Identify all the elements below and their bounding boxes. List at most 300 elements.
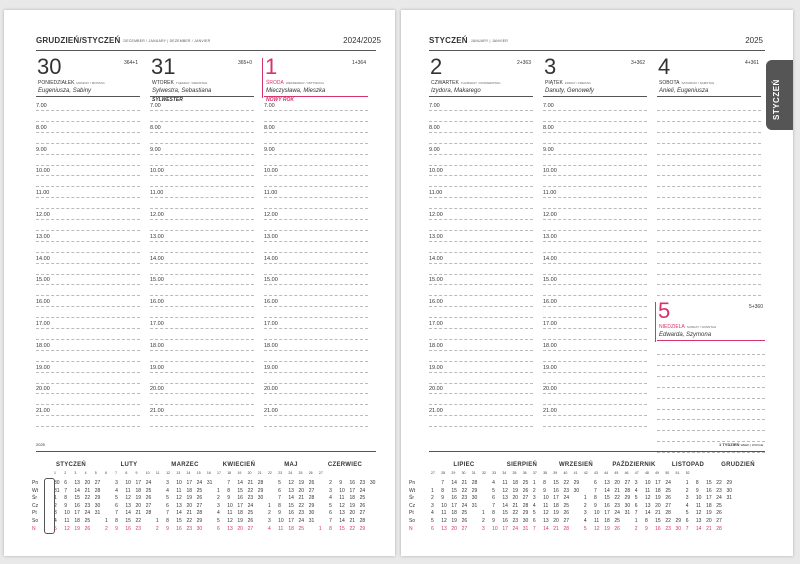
calendar-day[interactable]: 4 (166, 487, 169, 494)
calendar-day[interactable]: 15 (604, 495, 610, 502)
calendar-day[interactable]: 20 (84, 480, 91, 486)
calendar-day[interactable]: 14 (695, 525, 702, 532)
calendar-day[interactable]: 18 (512, 480, 519, 486)
calendar-day[interactable]: 4 (217, 510, 220, 517)
calendar-day[interactable]: 10 (543, 495, 549, 502)
hour-line[interactable] (264, 328, 368, 329)
calendar-day[interactable]: 6 (532, 518, 536, 524)
calendar-day[interactable]: 27 (563, 518, 569, 524)
calendar-day[interactable]: 23 (512, 518, 519, 524)
calendar-day[interactable]: 15 (502, 510, 508, 517)
calendar-day[interactable]: 23 (247, 495, 254, 502)
hour-line[interactable] (264, 241, 368, 242)
calendar-day[interactable]: 6 (685, 518, 689, 524)
calendar-day[interactable]: 11 (644, 487, 651, 494)
calendar-day[interactable]: 18 (655, 487, 661, 494)
hour-line[interactable] (150, 154, 254, 155)
calendar-day[interactable]: 1 (431, 487, 434, 494)
calendar-day[interactable]: 26 (196, 495, 203, 502)
calendar-day[interactable]: 13 (227, 525, 233, 532)
calendar-day[interactable]: 26 (247, 518, 254, 524)
hour-line[interactable] (657, 387, 765, 388)
hour-line[interactable] (264, 415, 368, 416)
calendar-day[interactable]: 12 (339, 502, 345, 509)
hour-line[interactable] (429, 165, 533, 166)
calendar-day[interactable]: 8 (441, 487, 444, 494)
hour-line[interactable] (657, 252, 761, 253)
calendar-day[interactable]: 22 (614, 495, 620, 502)
month-name[interactable]: SIERPIEŃ (506, 462, 538, 468)
calendar-day[interactable]: 10 (278, 518, 284, 524)
calendar-day[interactable]: 29 (359, 525, 366, 532)
calendar-day[interactable]: 26 (359, 502, 366, 509)
calendar-day[interactable]: 15 (176, 518, 182, 524)
calendar-day[interactable]: 18 (451, 510, 457, 517)
hour-line[interactable] (150, 306, 254, 307)
calendar-day[interactable]: 12 (502, 487, 508, 494)
hour-line[interactable] (264, 274, 368, 275)
calendar-day[interactable]: 15 (451, 487, 457, 494)
hour-line[interactable] (429, 241, 533, 242)
calendar-day[interactable]: 3 (583, 510, 587, 517)
calendar-day[interactable]: 11 (227, 510, 233, 517)
calendar-day[interactable]: 27 (247, 525, 254, 532)
calendar-day[interactable]: 23 (665, 525, 671, 532)
hour-line[interactable] (657, 165, 761, 166)
calendar-day[interactable]: 8 (64, 495, 67, 502)
calendar-day[interactable]: 10 (227, 502, 233, 509)
calendar-day[interactable]: 11 (543, 502, 549, 509)
calendar-day[interactable]: 30 (675, 525, 682, 532)
calendar-day[interactable]: 20 (655, 502, 661, 509)
calendar-day[interactable]: 14 (339, 518, 345, 524)
calendar-day[interactable]: 30 (196, 525, 203, 532)
hour-line[interactable] (657, 197, 761, 198)
calendar-day[interactable]: 12 (543, 510, 549, 517)
calendar-day[interactable]: 23 (359, 480, 366, 486)
calendar-day[interactable]: 1 (481, 510, 485, 517)
hour-line[interactable] (429, 186, 533, 187)
calendar-day[interactable]: 24 (196, 480, 203, 486)
hour-line[interactable] (657, 154, 761, 155)
hour-line[interactable] (150, 328, 254, 329)
hour-line[interactable] (264, 230, 368, 231)
calendar-day[interactable]: 19 (186, 495, 192, 502)
hour-line[interactable] (36, 186, 140, 187)
month-name[interactable]: GRUDZIEŃ (721, 462, 755, 468)
hour-line[interactable] (264, 404, 368, 405)
calendar-day[interactable]: 9 (492, 518, 495, 524)
calendar-day[interactable]: 16 (706, 487, 712, 494)
hour-line[interactable] (543, 274, 647, 275)
calendar-day[interactable]: 25 (665, 487, 671, 494)
hour-line[interactable] (543, 154, 647, 155)
hour-line[interactable] (150, 175, 254, 176)
calendar-day[interactable]: 10 (492, 525, 498, 532)
calendar-day[interactable]: 24 (614, 510, 620, 517)
hour-line[interactable] (657, 208, 761, 209)
calendar-day[interactable]: 6 (64, 480, 67, 486)
calendar-day[interactable]: 14 (125, 510, 131, 517)
hour-line[interactable] (657, 230, 761, 231)
hour-line[interactable] (264, 295, 368, 296)
hour-line[interactable] (429, 252, 533, 253)
calendar-day[interactable]: 15 (74, 495, 80, 502)
hour-line[interactable] (264, 372, 368, 373)
hour-line[interactable] (429, 361, 533, 362)
hour-line[interactable] (429, 121, 533, 122)
calendar-day[interactable]: 14 (176, 510, 182, 517)
calendar-day[interactable]: 29 (573, 480, 580, 486)
hour-line[interactable] (150, 197, 254, 198)
calendar-day[interactable]: 11 (339, 495, 345, 502)
calendar-day[interactable]: 8 (543, 480, 546, 486)
hour-line[interactable] (36, 284, 140, 285)
calendar-day[interactable]: 22 (298, 502, 305, 509)
hour-line[interactable] (264, 219, 368, 220)
calendar-day[interactable]: 12 (125, 495, 131, 502)
calendar-day[interactable]: 30 (369, 480, 376, 486)
calendar-day[interactable]: 27 (665, 502, 671, 509)
calendar-day[interactable]: 30 (54, 480, 60, 486)
hour-line[interactable] (543, 295, 647, 296)
calendar-day[interactable]: 22 (349, 525, 355, 532)
hour-line[interactable] (150, 143, 254, 144)
calendar-day[interactable]: 9 (441, 495, 444, 502)
calendar-day[interactable]: 28 (145, 510, 152, 517)
month-tab[interactable]: STYCZEŃ (766, 60, 793, 130)
calendar-day[interactable]: 5 (685, 510, 689, 517)
calendar-day[interactable]: 19 (706, 510, 712, 517)
calendar-day[interactable]: 2 (217, 495, 220, 502)
calendar-day[interactable]: 31 (54, 487, 60, 494)
calendar-day[interactable]: 16 (237, 495, 243, 502)
calendar-day[interactable]: 26 (665, 495, 671, 502)
calendar-day[interactable]: 7 (594, 487, 597, 494)
calendar-day[interactable]: 14 (604, 487, 610, 494)
hour-line[interactable] (36, 404, 140, 405)
hour-line[interactable] (543, 361, 647, 362)
calendar-day[interactable]: 15 (553, 480, 559, 486)
calendar-day[interactable]: 27 (624, 480, 631, 486)
calendar-day[interactable]: 11 (502, 480, 508, 486)
calendar-day[interactable]: 12 (695, 510, 702, 517)
calendar-day[interactable]: 24 (716, 495, 722, 502)
calendar-day[interactable]: 2 (685, 487, 689, 494)
hour-line[interactable] (36, 274, 140, 275)
calendar-day[interactable]: 31 (206, 480, 213, 486)
calendar-day[interactable]: 11 (594, 518, 600, 524)
hour-line[interactable] (36, 241, 140, 242)
calendar-day[interactable]: 16 (553, 487, 559, 494)
hour-line[interactable] (36, 339, 140, 340)
calendar-day[interactable]: 4 (634, 487, 638, 494)
calendar-day[interactable]: 20 (553, 518, 559, 524)
hour-line[interactable] (429, 306, 533, 307)
calendar-day[interactable]: 17 (502, 525, 508, 532)
calendar-day[interactable]: 25 (614, 518, 620, 524)
calendar-day[interactable]: 19 (451, 518, 457, 524)
calendar-day[interactable]: 29 (308, 502, 315, 509)
calendar-day[interactable]: 8 (166, 518, 169, 524)
calendar-day[interactable]: 6 (115, 502, 118, 509)
hour-line[interactable] (657, 263, 761, 264)
calendar-day[interactable]: 19 (553, 510, 559, 517)
calendar-day[interactable]: 4 (115, 487, 118, 494)
hour-line[interactable] (429, 426, 533, 427)
calendar-day[interactable]: 28 (94, 487, 101, 494)
calendar-day[interactable]: 12 (64, 525, 70, 532)
calendar-day[interactable]: 7 (685, 525, 689, 532)
calendar-day[interactable]: 28 (716, 525, 722, 532)
hour-line[interactable] (543, 165, 647, 166)
calendar-day[interactable]: 20 (512, 495, 519, 502)
hour-line[interactable] (150, 350, 254, 351)
calendar-day[interactable]: 19 (655, 495, 661, 502)
calendar-day[interactable]: 31 (308, 518, 315, 524)
hour-line[interactable] (264, 263, 368, 264)
calendar-day[interactable]: 15 (237, 487, 243, 494)
calendar-day[interactable]: 30 (522, 518, 529, 524)
calendar-day[interactable]: 28 (308, 495, 315, 502)
hour-line[interactable] (429, 284, 533, 285)
calendar-day[interactable]: 26 (614, 525, 620, 532)
calendar-day[interactable]: 17 (655, 480, 661, 486)
calendar-day[interactable]: 3 (329, 487, 332, 494)
calendar-day[interactable]: 25 (298, 525, 305, 532)
hour-line[interactable] (429, 110, 533, 111)
calendar-day[interactable]: 15 (125, 518, 131, 524)
calendar-day[interactable]: 3 (634, 480, 638, 486)
calendar-day[interactable]: 2 (54, 502, 57, 509)
calendar-day[interactable]: 31 (624, 510, 631, 517)
calendar-day[interactable]: 8 (115, 518, 118, 524)
calendar-day[interactable]: 13 (695, 518, 702, 524)
calendar-day[interactable]: 5 (634, 495, 638, 502)
calendar-day[interactable]: 9 (644, 525, 648, 532)
hour-line[interactable] (264, 361, 368, 362)
calendar-day[interactable]: 4 (267, 525, 271, 532)
calendar-day[interactable]: 9 (227, 495, 230, 502)
calendar-day[interactable]: 21 (553, 525, 559, 532)
calendar-day[interactable]: 4 (583, 518, 587, 524)
calendar-day[interactable]: 17 (237, 502, 243, 509)
hour-line[interactable] (150, 165, 254, 166)
hour-line[interactable] (543, 175, 647, 176)
calendar-day[interactable]: 16 (451, 495, 457, 502)
calendar-day[interactable]: 14 (451, 480, 457, 486)
calendar-day[interactable]: 27 (359, 510, 366, 517)
calendar-day[interactable]: 8 (329, 525, 332, 532)
hour-line[interactable] (150, 339, 254, 340)
calendar-day[interactable]: 21 (298, 495, 305, 502)
calendar-day[interactable]: 29 (94, 495, 101, 502)
hour-line[interactable] (36, 175, 140, 176)
calendar-day[interactable]: 2 (104, 525, 108, 532)
calendar-day[interactable]: 26 (522, 487, 529, 494)
calendar-day[interactable]: 7 (166, 510, 169, 517)
hour-line[interactable] (264, 175, 368, 176)
calendar-day[interactable]: 30 (94, 502, 101, 509)
calendar-day[interactable]: 3 (54, 510, 57, 517)
calendar-day[interactable]: 21 (614, 487, 620, 494)
hour-line[interactable] (150, 393, 254, 394)
calendar-day[interactable]: 3 (685, 495, 689, 502)
calendar-day[interactable]: 7 (64, 487, 67, 494)
calendar-day[interactable]: 17 (74, 510, 80, 517)
calendar-day[interactable]: 28 (563, 525, 569, 532)
calendar-day[interactable]: 31 (726, 495, 732, 502)
calendar-day[interactable]: 25 (359, 495, 366, 502)
hour-line[interactable] (150, 274, 254, 275)
hour-line[interactable] (36, 110, 140, 111)
calendar-day[interactable]: 22 (247, 487, 254, 494)
calendar-day[interactable]: 10 (644, 480, 651, 486)
calendar-day[interactable]: 21 (349, 518, 355, 524)
hour-line[interactable] (429, 208, 533, 209)
calendar-day[interactable]: 7 (329, 518, 332, 524)
calendar-day[interactable]: 22 (716, 480, 722, 486)
calendar-day[interactable]: 6 (278, 487, 281, 494)
hour-line[interactable] (36, 154, 140, 155)
calendar-day[interactable]: 26 (84, 525, 91, 532)
hour-line[interactable] (543, 328, 647, 329)
hour-line[interactable] (657, 121, 761, 122)
calendar-day[interactable]: 26 (716, 510, 722, 517)
calendar-day[interactable]: 21 (84, 487, 91, 494)
hour-line[interactable] (543, 284, 647, 285)
calendar-day[interactable]: 15 (339, 525, 345, 532)
hour-line[interactable] (36, 197, 140, 198)
calendar-day[interactable]: 5 (217, 518, 220, 524)
hour-line[interactable] (150, 110, 254, 111)
calendar-day[interactable]: 29 (471, 487, 478, 494)
calendar-day[interactable]: 29 (726, 480, 732, 486)
calendar-day[interactable]: 4 (492, 480, 495, 486)
hour-line[interactable] (36, 208, 140, 209)
calendar-day[interactable]: 24 (512, 525, 519, 532)
calendar-day[interactable]: 12 (441, 518, 447, 524)
hour-line[interactable] (429, 263, 533, 264)
calendar-day[interactable]: 18 (706, 502, 712, 509)
calendar-day[interactable]: 30 (726, 487, 732, 494)
calendar-day[interactable]: 24 (665, 480, 671, 486)
calendar-day[interactable]: 23 (614, 502, 620, 509)
calendar-day[interactable]: 30 (471, 495, 478, 502)
hour-line[interactable] (264, 350, 368, 351)
calendar-day[interactable]: 18 (288, 525, 294, 532)
calendar-day[interactable]: 27 (196, 502, 203, 509)
calendar-day[interactable]: 19 (135, 495, 142, 502)
hour-line[interactable] (264, 121, 368, 122)
hour-line[interactable] (657, 354, 765, 355)
calendar-day[interactable]: 1 (104, 518, 108, 524)
hour-line[interactable] (657, 274, 761, 275)
calendar-day[interactable]: 11 (125, 487, 131, 494)
calendar-day[interactable]: 15 (288, 502, 294, 509)
calendar-day[interactable]: 2 (481, 518, 485, 524)
calendar-day[interactable]: 23 (563, 487, 569, 494)
calendar-day[interactable]: 11 (695, 502, 702, 509)
hour-line[interactable] (429, 274, 533, 275)
calendar-day[interactable]: 7 (532, 525, 536, 532)
hour-line[interactable] (657, 376, 765, 377)
calendar-day[interactable]: 12 (176, 495, 182, 502)
calendar-day[interactable]: 3 (217, 502, 220, 509)
calendar-day[interactable]: 17 (186, 480, 192, 486)
hour-line[interactable] (264, 393, 368, 394)
hour-line[interactable] (150, 219, 254, 220)
calendar-day[interactable]: 20 (614, 480, 620, 486)
calendar-day[interactable]: 18 (237, 510, 243, 517)
calendar-day[interactable]: 25 (522, 480, 529, 486)
calendar-day[interactable]: 4 (54, 518, 57, 524)
calendar-day[interactable]: 6 (492, 495, 495, 502)
calendar-day[interactable]: 6 (431, 525, 434, 532)
calendar-day[interactable]: 1 (217, 487, 220, 494)
calendar-day[interactable]: 13 (339, 510, 345, 517)
hour-line[interactable] (150, 252, 254, 253)
hour-line[interactable] (657, 143, 761, 144)
calendar-day[interactable]: 7 (115, 510, 118, 517)
hour-line[interactable] (543, 372, 647, 373)
hour-line[interactable] (150, 372, 254, 373)
calendar-day[interactable]: 25 (196, 487, 203, 494)
calendar-day[interactable]: 16 (288, 510, 294, 517)
calendar-day[interactable]: 29 (675, 518, 682, 524)
hour-line[interactable] (36, 317, 140, 318)
calendar-day[interactable]: 20 (298, 487, 305, 494)
calendar-day[interactable]: 16 (125, 525, 131, 532)
hour-line[interactable] (429, 415, 533, 416)
hour-line[interactable] (36, 306, 140, 307)
calendar-day[interactable]: 25 (716, 502, 722, 509)
hour-line[interactable] (543, 426, 647, 427)
calendar-day[interactable]: 31 (471, 502, 478, 509)
hour-line[interactable] (543, 241, 647, 242)
hour-line[interactable] (543, 230, 647, 231)
calendar-day[interactable]: 23 (84, 502, 91, 509)
hour-line[interactable] (543, 110, 647, 111)
calendar-day[interactable]: 4 (685, 502, 689, 509)
hour-line[interactable] (429, 230, 533, 231)
calendar-day[interactable]: 19 (298, 480, 305, 486)
calendar-day[interactable]: 3 (115, 480, 118, 486)
hour-line[interactable] (150, 241, 254, 242)
hour-line[interactable] (150, 426, 254, 427)
calendar-day[interactable]: 13 (502, 495, 508, 502)
calendar-day[interactable]: 3 (532, 495, 536, 502)
calendar-day[interactable]: 27 (145, 502, 152, 509)
calendar-day[interactable]: 6 (634, 502, 638, 509)
hour-line[interactable] (543, 350, 647, 351)
calendar-day[interactable]: 31 (94, 510, 101, 517)
calendar-day[interactable]: 27 (716, 518, 722, 524)
hour-line[interactable] (264, 339, 368, 340)
calendar-day[interactable]: 13 (288, 487, 294, 494)
hour-line[interactable] (36, 415, 140, 416)
hour-line[interactable] (657, 110, 761, 111)
calendar-day[interactable]: 20 (186, 502, 192, 509)
hour-line[interactable] (36, 230, 140, 231)
calendar-day[interactable]: 25 (145, 487, 152, 494)
calendar-day[interactable]: 5 (166, 495, 169, 502)
hour-line[interactable] (657, 409, 765, 410)
calendar-day[interactable]: 22 (563, 480, 569, 486)
calendar-day[interactable]: 24 (84, 510, 91, 517)
month-name[interactable]: PAŹDZIERNIK (612, 462, 656, 468)
calendar-day[interactable]: 28 (665, 510, 671, 517)
